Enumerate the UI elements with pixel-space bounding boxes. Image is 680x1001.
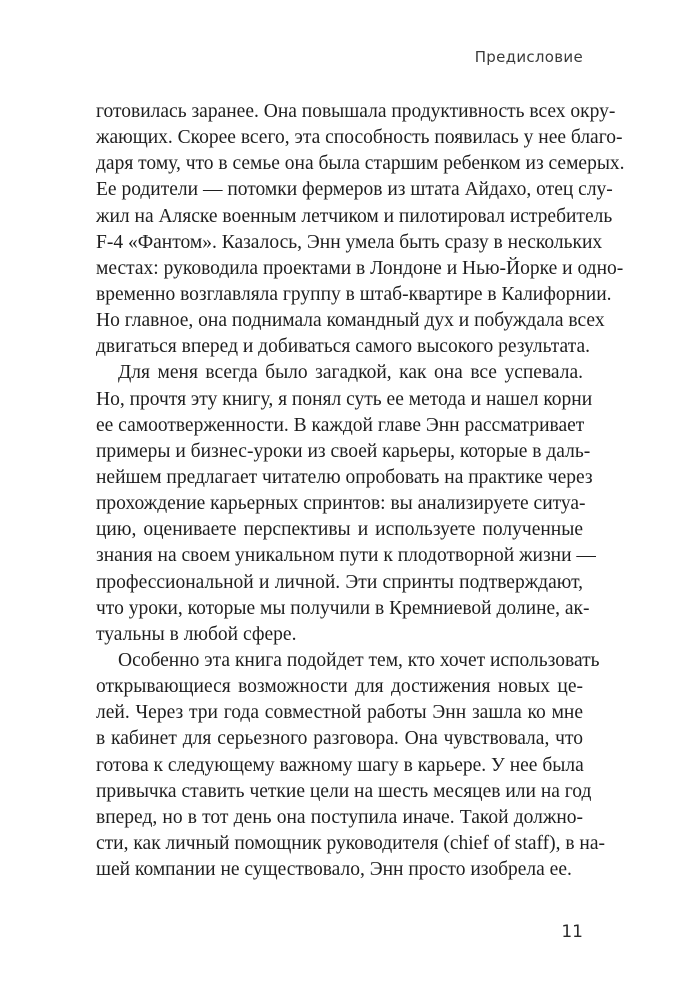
text-line: примеры и бизнес-уроки из своей карьеры, которые в даль- — [96, 440, 591, 462]
paragraph — [96, 99, 625, 360]
text-line: шей компании не существовало, Энн просто изобрела ее. — [96, 859, 572, 881]
text-line: прохождение карьерных спринтов: вы анализируете ситуа- — [96, 493, 586, 515]
text-line: открывающиеся возможности для достижения новых це- — [96, 676, 583, 698]
text-line: Но главное, она поднимала командный дух и побуждала всех — [96, 310, 605, 332]
text-line: в кабинет для серьезного разговора. Она чувствовала, что — [96, 728, 583, 750]
text-line: цию, оцениваете перспективы и используете полученные — [96, 519, 583, 541]
text-line: знания на своем уникальном пути к плодотворной жизни — — [96, 545, 596, 567]
text-line: вперед, но в тот день она поступила иначе. Такой должно- — [96, 806, 583, 828]
text-line: Но, прочтя эту книгу, я понял суть ее метода и нашел корни — [96, 388, 593, 410]
text-line: жающих. Скорее всего, эта способность появилась у нее благо- — [96, 127, 623, 149]
text-line: туальны в любой сфере. — [96, 623, 297, 645]
text-line: привычка ставить четкие цели на шесть месяцев или на год — [96, 780, 592, 802]
text-line: лей. Через три года совместной работы Энн зашла ко мне — [96, 702, 583, 724]
text-line: двигаться вперед и добиваться самого высокого результата. — [96, 336, 590, 358]
text-line: нейшем предлагает читателю опробовать на практике через — [96, 466, 593, 488]
text-line: сти, как личный помощник руководителя (chief of staff), в на- — [96, 832, 606, 854]
text-line: жил на Аляске военным летчиком и пилотировал истребитель — [96, 205, 613, 227]
running-head: Предисловие — [474, 48, 583, 66]
text-line: готова к следующему важному шагу в карьере. У нее была — [96, 754, 584, 776]
page-number: 11 — [561, 922, 583, 942]
paragraph — [96, 360, 596, 648]
text-line: профессиональной и личной. Эти спринты подтверждают, — [96, 571, 583, 593]
paragraph — [96, 648, 606, 883]
text-line: Ее родители — потомки фермеров из штата Айдахо, отец слу- — [96, 179, 613, 201]
text-line: временно возглавляла группу в штаб-квартире в Калифорнии. — [96, 283, 612, 305]
body-text — [96, 99, 625, 883]
text-line: F-4 «Фантом». Казалось, Энн умела быть сразу в нескольких — [96, 231, 603, 253]
text-line: ее самоотверженности. В каждой главе Энн рассматривает — [96, 414, 585, 436]
text-line: даря тому, что в семье она была старшим ребенком из семерых. — [96, 153, 625, 175]
text-line: местах: руководила проектами в Лондоне и Нью-Йорке и одно- — [96, 257, 624, 279]
text-line: что уроки, которые мы получили в Кремниевой долине, ак- — [96, 597, 590, 619]
text-line: Для меня всегда было загадкой, как она все успевала. — [118, 362, 583, 384]
text-line: Особенно эта книга подойдет тем, кто хочет использовать — [118, 649, 600, 671]
text-line: готовилась заранее. Она повышала продуктивность всех окру- — [96, 101, 616, 122]
